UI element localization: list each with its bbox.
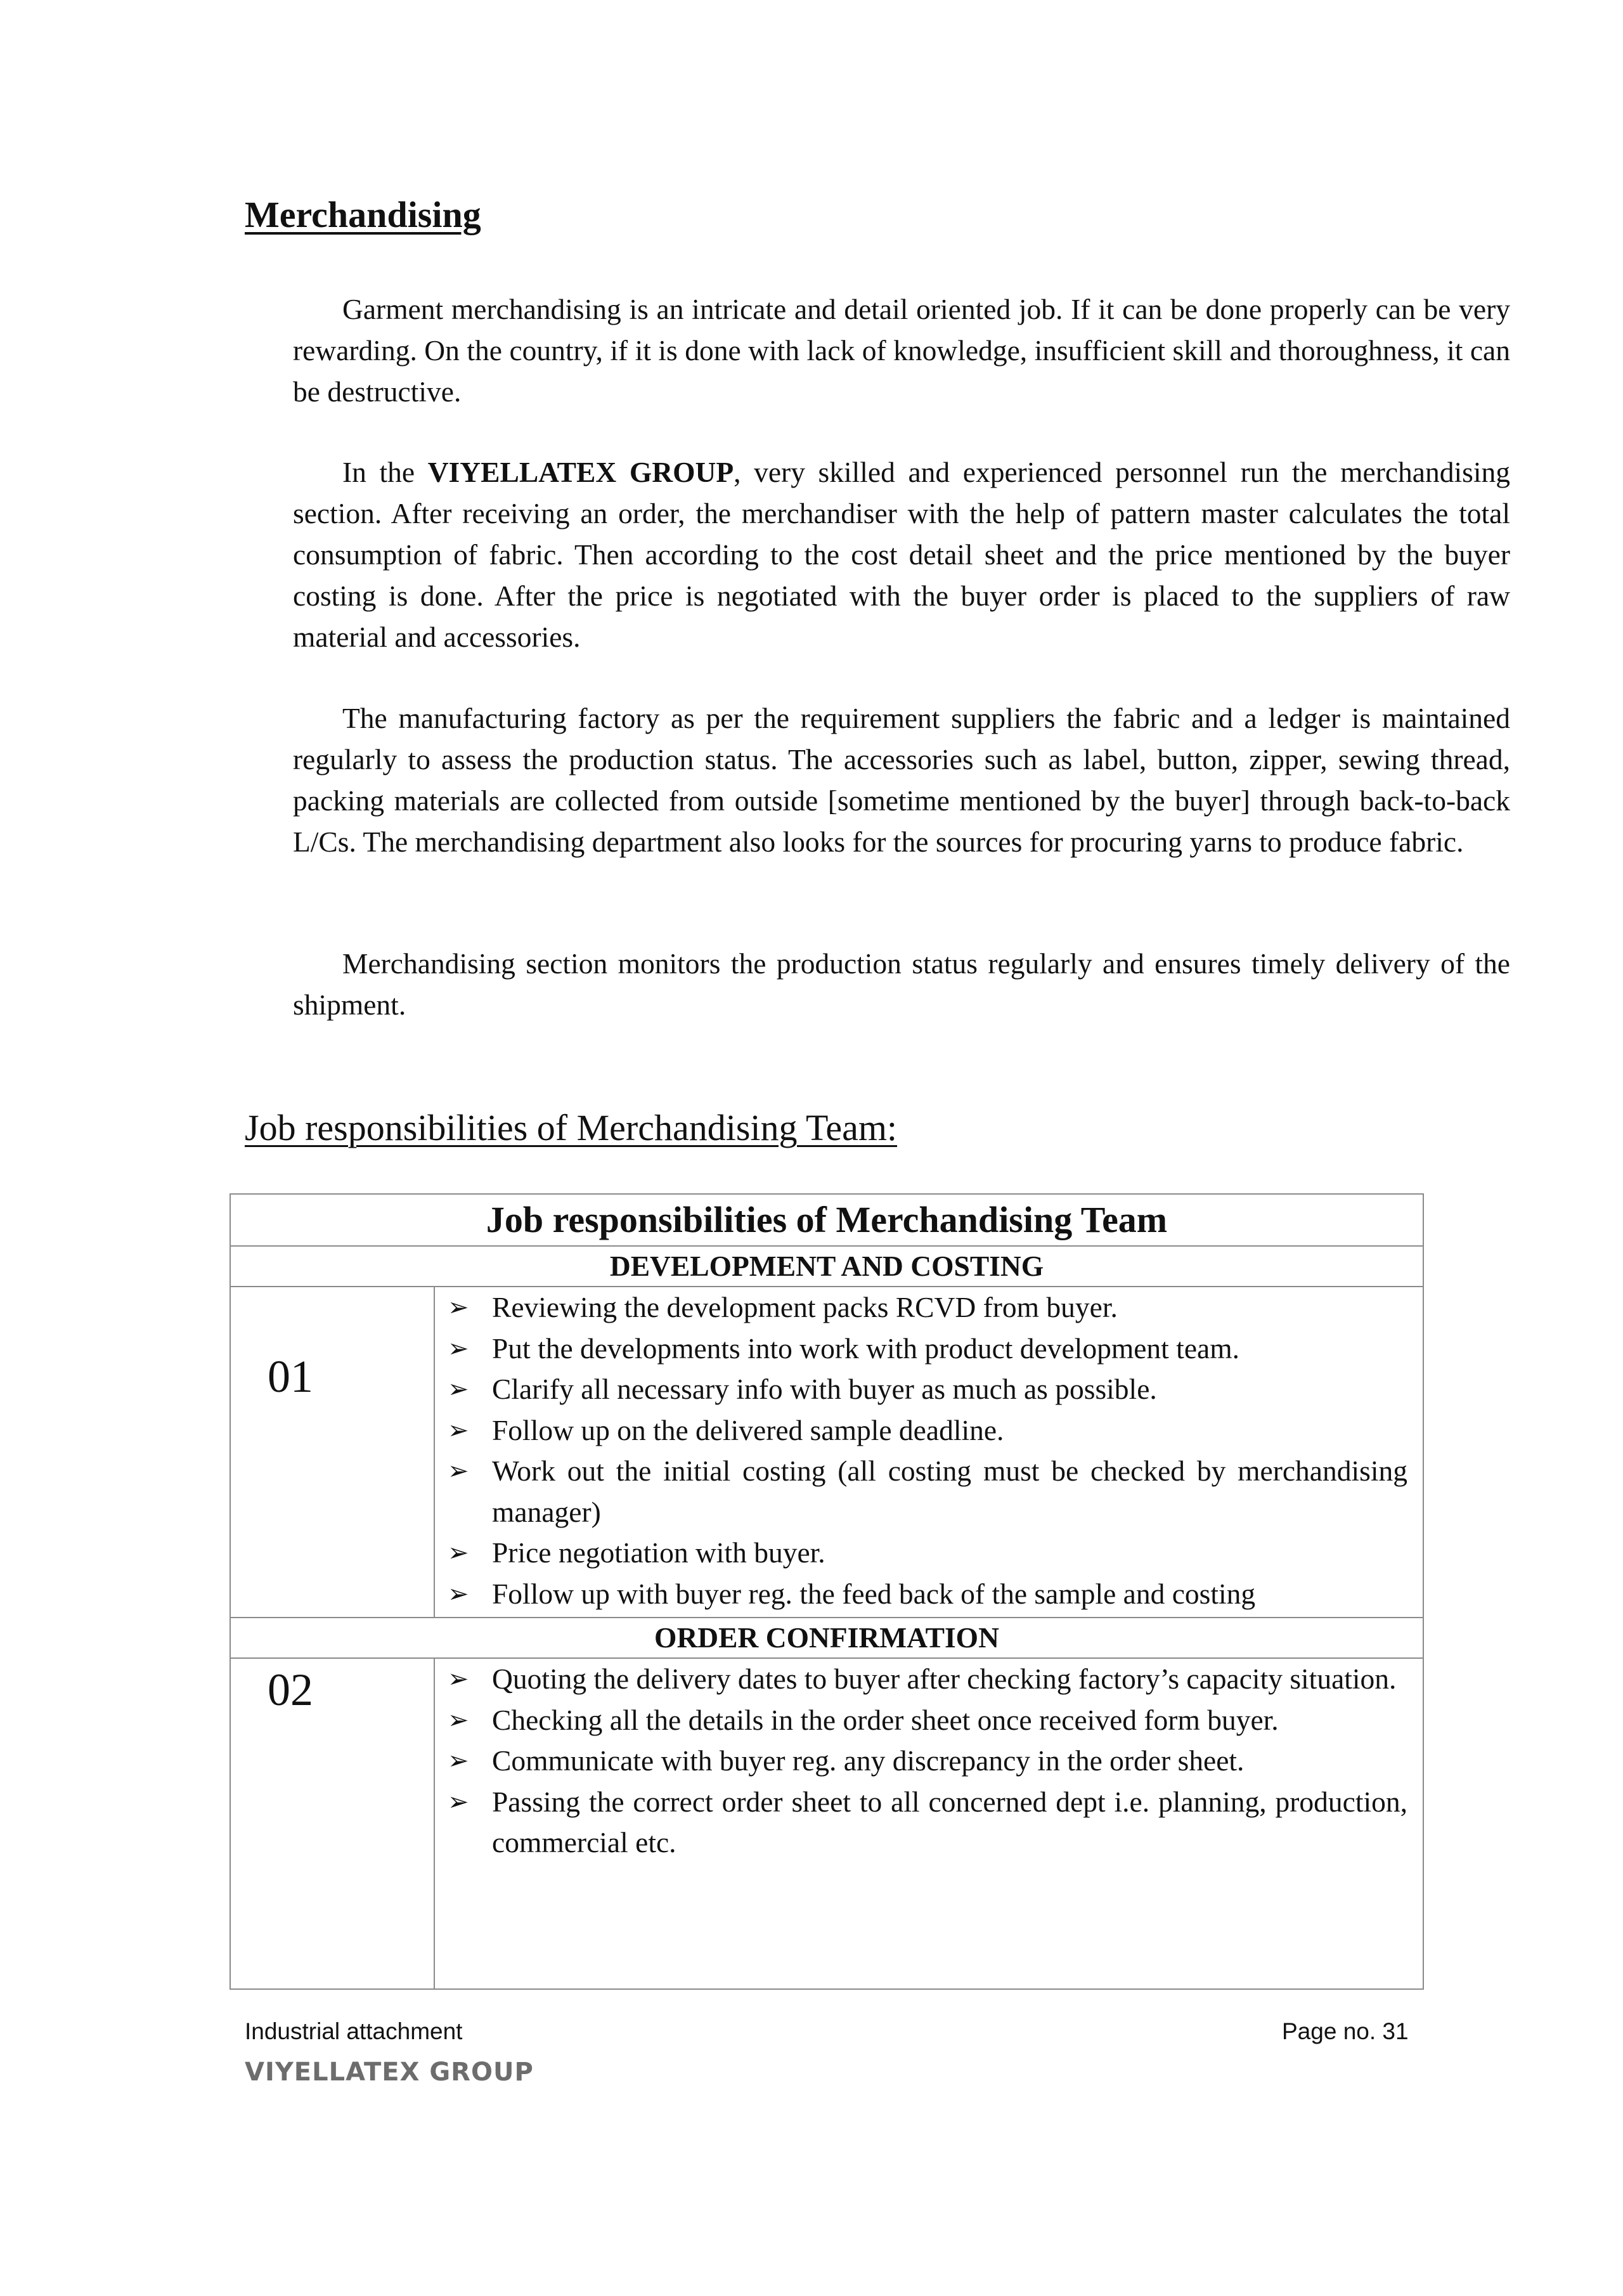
paragraph-text: , very skilled and experienced personnel run the merchandising section. After receiving an order, the merchandiser with the help of pattern master calculates the total consumption of fabric. Then according to the cost detail sheet and the price mentioned by the buyer costing is done. After the price is negotiated with the buyer order is placed to the suppliers of raw material and accessories. — [293, 456, 1510, 653]
section-header-development: DEVELOPMENT AND COSTING — [230, 1246, 1423, 1287]
footer-left: Industrial attachment — [245, 2018, 463, 2044]
responsibility-list — [435, 1659, 1423, 1864]
list-item — [448, 1741, 1407, 1782]
arrow-bullet-icon: ➢ — [448, 1538, 469, 1567]
list-item-text: Work out the initial costing (all costing must be checked by merchandising manager) — [492, 1455, 1407, 1528]
footer-logo: VIYELLATEX GROUP — [245, 2058, 534, 2087]
arrow-bullet-icon: ➢ — [448, 1293, 469, 1322]
paragraph-factory: The manufacturing factory as per the requirement suppliers the fabric and a ledger is maintained regularly to assess the production status. The accessories such as label, button, zipper, sewing thread, packing materials are collected from outside [sometime mentioned by the buyer] through back-to-back L/Cs. The merchandising department also looks for the sources for procuring yarns to produce fabric. — [293, 702, 1510, 858]
footer-page-number: Page no. 31 — [1282, 2018, 1409, 2044]
list-item-text: Passing the correct order sheet to all concerned dept i.e. planning, production, commercial etc. — [492, 1785, 1407, 1858]
table-row — [230, 1658, 1423, 1989]
list-item-text: Checking all the details in the order sheet once received form buyer. — [492, 1703, 1279, 1736]
paragraph-monitoring: Merchandising section monitors the production status regularly and ensures timely delivery of the shipment. — [293, 947, 1510, 1021]
list-item-text: Clarify all necessary info with buyer as much as possible. — [492, 1373, 1157, 1405]
row-number: 01 — [230, 1287, 434, 1618]
list-item — [448, 1287, 1407, 1328]
table-row — [230, 1287, 1423, 1618]
list-item-text: Communicate with buyer reg. any discrepancy in the order sheet. — [492, 1744, 1245, 1777]
list-item-text: Put the developments into work with product development team. — [492, 1332, 1239, 1365]
section-header-row — [230, 1618, 1423, 1658]
list-item-text: Reviewing the development packs RCVD from buyer. — [492, 1291, 1118, 1323]
responsibility-cell — [434, 1658, 1423, 1989]
paragraph-viyellatex — [293, 451, 1510, 658]
arrow-bullet-icon: ➢ — [448, 1705, 469, 1735]
section-subheading: Job responsibilities of Merchandising Team: — [245, 1107, 898, 1148]
list-item — [448, 1451, 1407, 1533]
row-number: 02 — [230, 1658, 434, 1989]
responsibility-cell — [434, 1287, 1423, 1618]
section-header-order-confirmation: ORDER CONFIRMATION — [230, 1618, 1423, 1658]
arrow-bullet-icon: ➢ — [448, 1415, 469, 1445]
arrow-bullet-icon: ➢ — [448, 1746, 469, 1775]
list-item-text: Quoting the delivery dates to buyer after checking factory’s capacity situation. — [492, 1663, 1397, 1695]
list-item — [448, 1410, 1407, 1451]
list-item — [448, 1700, 1407, 1741]
responsibilities-table — [230, 1193, 1424, 1990]
list-item — [448, 1782, 1407, 1864]
responsibility-list — [435, 1287, 1423, 1614]
arrow-bullet-icon: ➢ — [448, 1333, 469, 1363]
table-title-row — [230, 1194, 1423, 1246]
arrow-bullet-icon: ➢ — [448, 1787, 469, 1817]
paragraph-text: In the — [342, 456, 428, 488]
page-title: Merchandising — [245, 194, 481, 235]
section-header-row — [230, 1246, 1423, 1287]
arrow-bullet-icon: ➢ — [448, 1375, 469, 1404]
list-item-text: Price negotiation with buyer. — [492, 1536, 825, 1569]
list-item — [448, 1574, 1407, 1615]
paragraph-intro: Garment merchandising is an intricate and detail oriented job. If it can be done properly can be very rewarding. On the country, if it is done with lack of knowledge, insufficient skill and thoroughness, it can be destructive. — [293, 293, 1510, 408]
list-item — [448, 1369, 1407, 1410]
list-item — [448, 1328, 1407, 1370]
list-item-text: Follow up with buyer reg. the feed back of the sample and costing — [492, 1577, 1256, 1610]
list-item-text: Follow up on the delivered sample deadline. — [492, 1413, 1004, 1446]
list-item — [448, 1533, 1407, 1574]
arrow-bullet-icon: ➢ — [448, 1456, 469, 1486]
arrow-bullet-icon: ➢ — [448, 1664, 469, 1694]
company-name: VIYELLATEX GROUP — [427, 456, 734, 488]
table-title: Job responsibilities of Merchandising Team — [230, 1194, 1423, 1246]
arrow-bullet-icon: ➢ — [448, 1579, 469, 1609]
list-item — [448, 1659, 1407, 1700]
